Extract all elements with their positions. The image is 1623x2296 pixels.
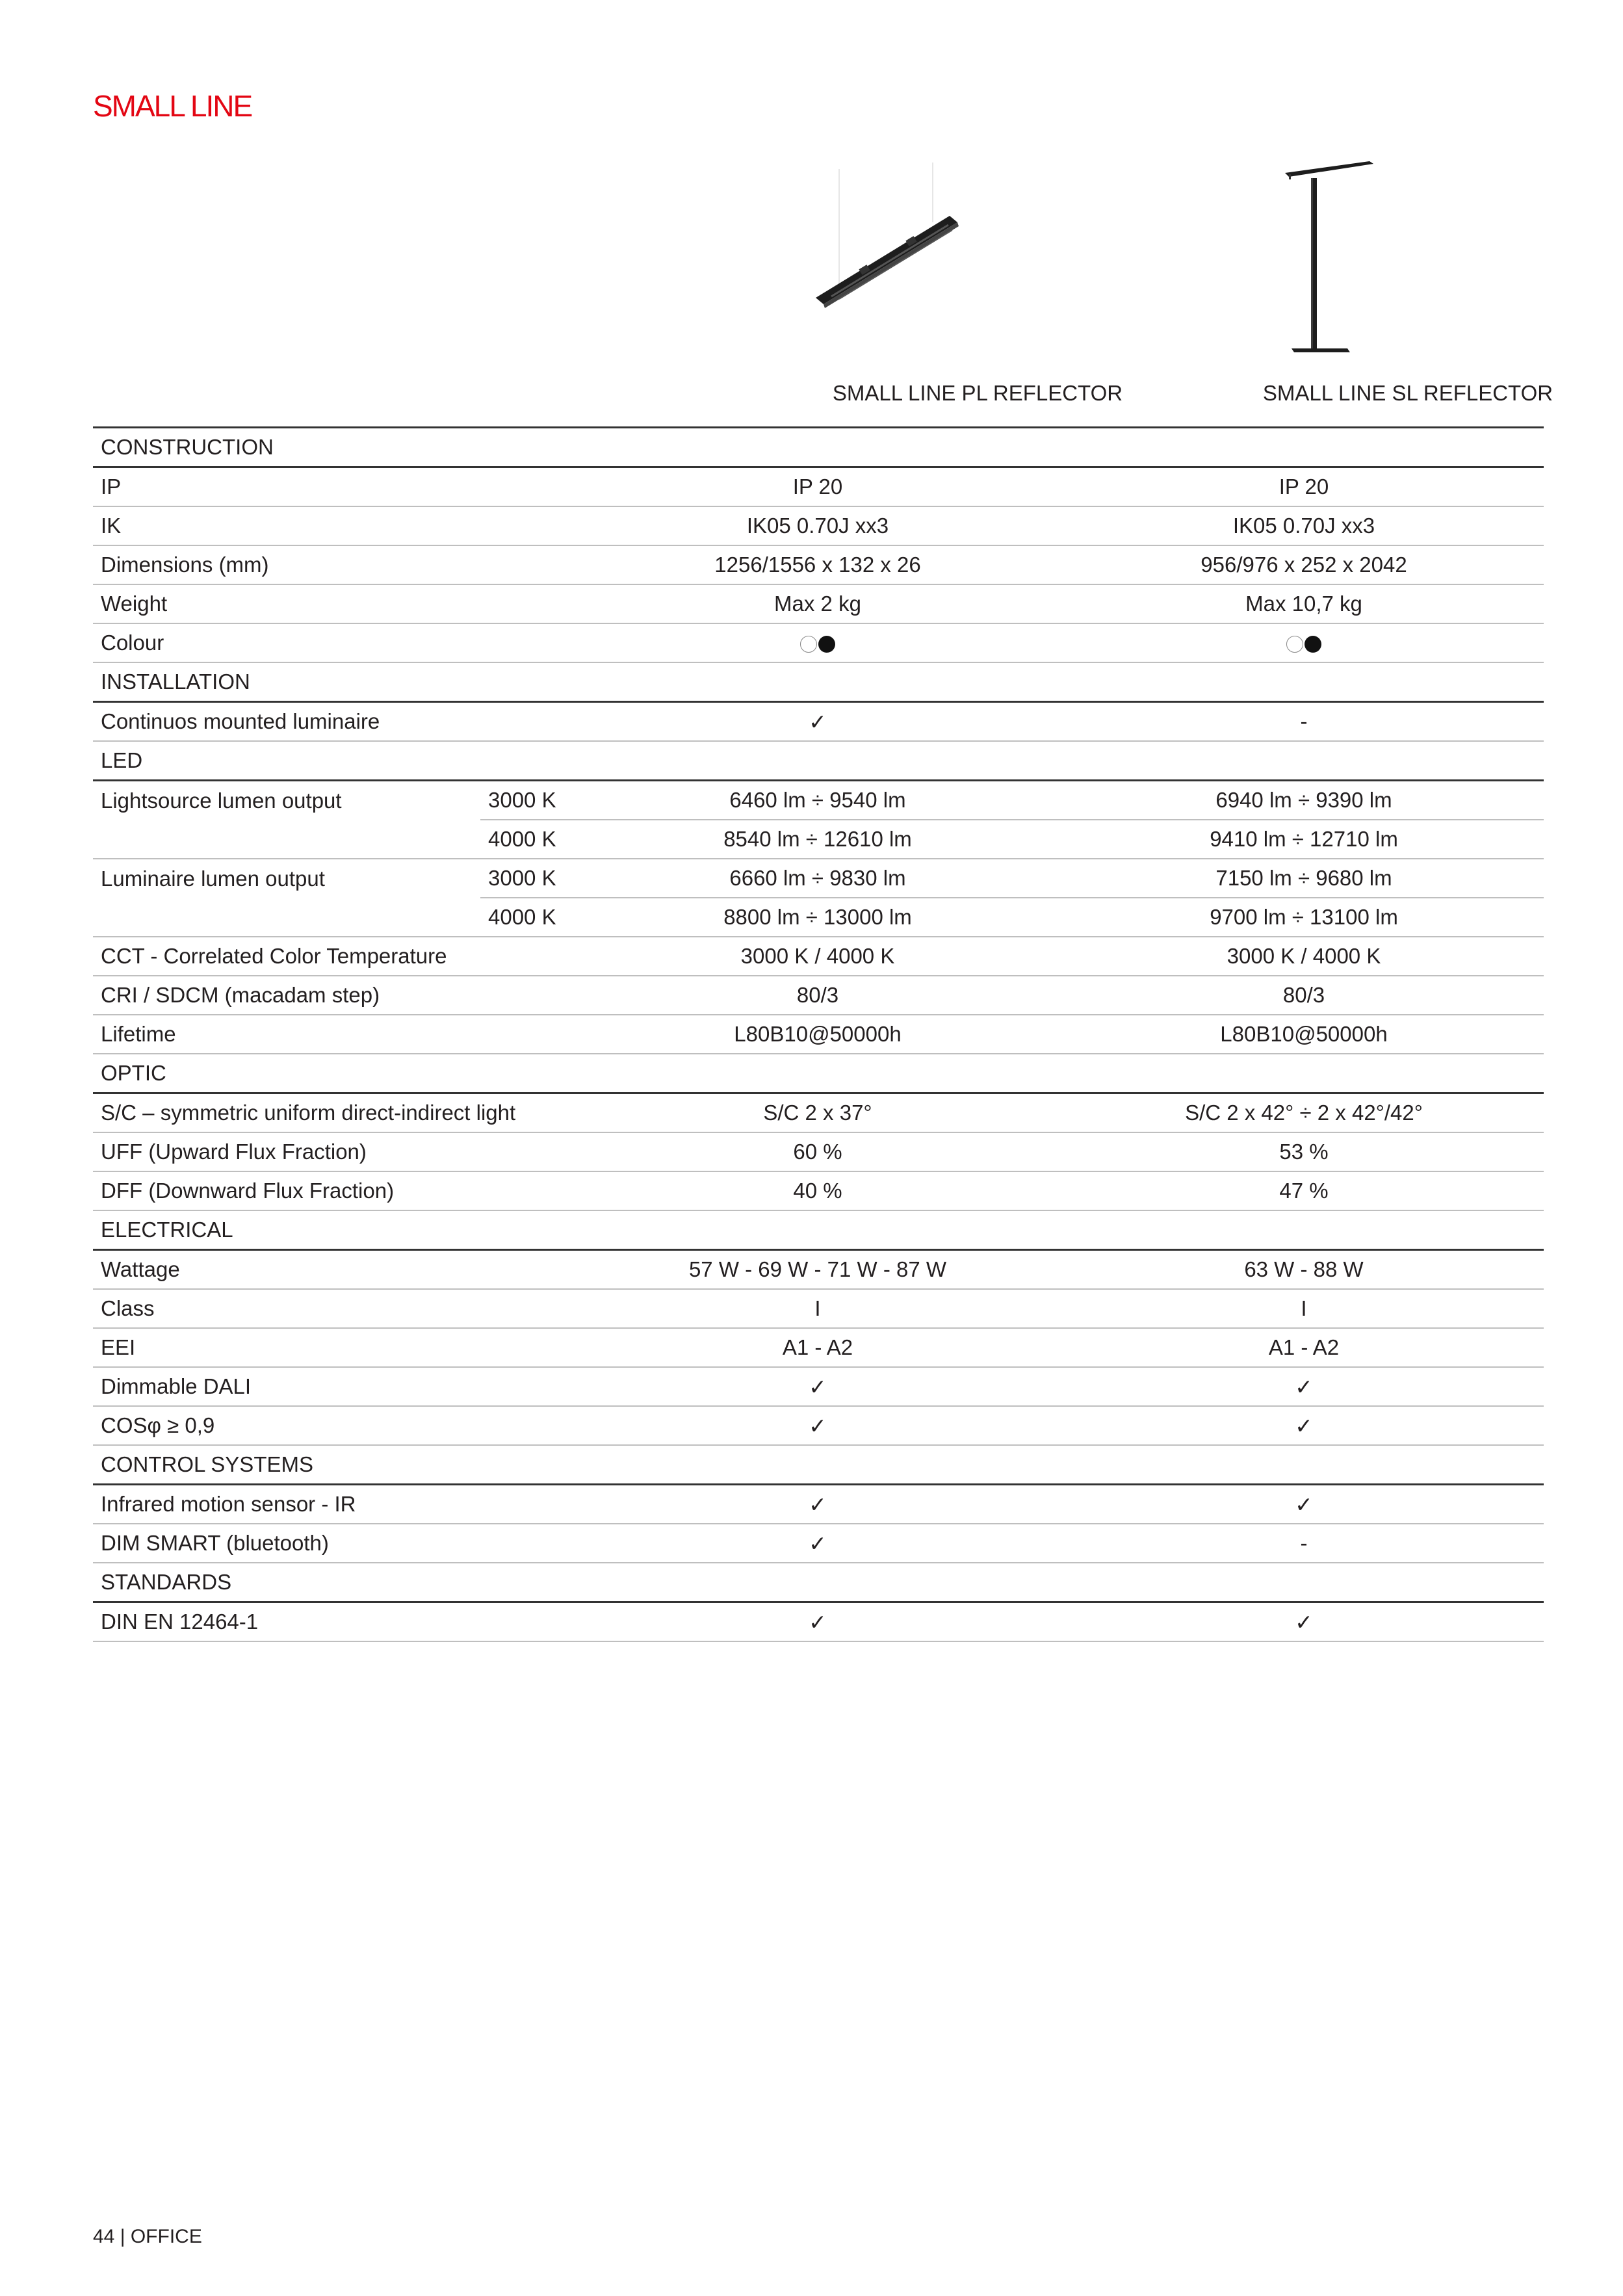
- product-name-sl: SMALL LINE SL REFLECTOR: [1262, 381, 1553, 405]
- checkmark-icon: ✓: [1064, 1367, 1544, 1406]
- row-label: S/C – symmetric uniform direct-indirect light: [93, 1093, 571, 1133]
- white-colour-swatch-icon: [800, 636, 817, 653]
- table-row: [93, 1132, 1544, 1171]
- table-row: [93, 1524, 1544, 1563]
- product-sl: [1193, 150, 1623, 416]
- black-colour-swatch-icon: [818, 636, 835, 653]
- table-row: [93, 1406, 1544, 1445]
- table-row: [93, 976, 1544, 1015]
- value-sl: 9410 lm ÷ 12710 lm: [1064, 820, 1544, 859]
- pendant-luminaire-icon: [762, 150, 1193, 371]
- value-sl: -: [1064, 702, 1544, 742]
- row-label: [93, 898, 480, 937]
- value-sl: IP 20: [1064, 467, 1544, 507]
- checkmark-icon: ✓: [571, 1367, 1064, 1406]
- product-name-pl: SMALL LINE PL REFLECTOR: [832, 381, 1123, 405]
- table-row: [93, 506, 1544, 545]
- value-sl: 7150 lm ÷ 9680 lm: [1064, 859, 1544, 898]
- white-colour-swatch-icon: [1286, 636, 1303, 653]
- value-sl: -: [1064, 1524, 1544, 1563]
- row-label: Weight: [93, 584, 480, 623]
- value-sl: L80B10@50000h: [1064, 1015, 1544, 1054]
- spec-table: [93, 426, 1544, 1642]
- row-label: [93, 820, 480, 859]
- section-header-optic: [93, 1054, 1544, 1093]
- colour-options-pl: [571, 623, 1064, 662]
- checkmark-icon: ✓: [571, 1485, 1064, 1524]
- table-row: [93, 781, 1544, 820]
- table-row: [93, 623, 1544, 662]
- table-row: [93, 898, 1544, 937]
- value-pl: 8540 lm ÷ 12610 lm: [571, 820, 1064, 859]
- row-label: IK: [93, 506, 480, 545]
- value-pl: 80/3: [571, 976, 1064, 1015]
- value-pl: S/C 2 x 37°: [571, 1093, 1064, 1133]
- checkmark-icon: ✓: [1064, 1485, 1544, 1524]
- checkmark-icon: ✓: [571, 702, 1064, 742]
- row-label: Luminaire lumen output: [101, 866, 325, 891]
- checkmark-icon: ✓: [1064, 1602, 1544, 1642]
- value-pl: 8800 lm ÷ 13000 lm: [571, 898, 1064, 937]
- table-row: [93, 467, 1544, 507]
- row-label: COSφ ≥ 0,9: [93, 1406, 571, 1445]
- table-row: [93, 1093, 1544, 1133]
- value-pl: A1 - A2: [571, 1328, 1064, 1367]
- value-pl: 6460 lm ÷ 9540 lm: [571, 781, 1064, 820]
- table-row: [93, 1250, 1544, 1290]
- checkmark-icon: ✓: [571, 1602, 1064, 1642]
- value-pl: 6660 lm ÷ 9830 lm: [571, 859, 1064, 898]
- value-sl: 9700 lm ÷ 13100 lm: [1064, 898, 1544, 937]
- black-colour-swatch-icon: [1305, 636, 1321, 653]
- row-label: DFF (Downward Flux Fraction): [93, 1171, 571, 1210]
- value-pl: 1256/1556 x 132 x 26: [571, 545, 1064, 584]
- page-title: SMALL LINE: [93, 89, 252, 123]
- table-row: [93, 937, 1544, 976]
- colour-temperature: 3000 K: [480, 859, 571, 898]
- row-label: DIM SMART (bluetooth): [93, 1524, 571, 1563]
- colour-temperature: 4000 K: [480, 820, 571, 859]
- value-pl: 40 %: [571, 1171, 1064, 1210]
- section-title: INSTALLATION: [93, 662, 1544, 702]
- row-label: Infrared motion sensor - IR: [93, 1485, 571, 1524]
- checkmark-icon: ✓: [571, 1524, 1064, 1563]
- table-row: [93, 1602, 1544, 1642]
- value-pl: 60 %: [571, 1132, 1064, 1171]
- section-header-installation: [93, 662, 1544, 702]
- value-pl: I: [571, 1289, 1064, 1328]
- row-label: Wattage: [93, 1250, 571, 1290]
- checkmark-icon: ✓: [1064, 1406, 1544, 1445]
- table-row: [93, 1015, 1544, 1054]
- value-sl: 53 %: [1064, 1132, 1544, 1171]
- table-row: [93, 1289, 1544, 1328]
- value-sl: IK05 0.70J xx3: [1064, 506, 1544, 545]
- row-label: UFF (Upward Flux Fraction): [93, 1132, 571, 1171]
- row-label: Lightsource lumen output: [101, 788, 342, 813]
- table-row: [93, 584, 1544, 623]
- value-pl: IK05 0.70J xx3: [571, 506, 1064, 545]
- section-title: LED: [93, 741, 1544, 781]
- row-label: DIN EN 12464-1: [93, 1602, 571, 1642]
- section-header-control-systems: [93, 1445, 1544, 1485]
- value-pl: IP 20: [571, 467, 1064, 507]
- section-header-standards: [93, 1563, 1544, 1602]
- value-sl: A1 - A2: [1064, 1328, 1544, 1367]
- value-pl: Max 2 kg: [571, 584, 1064, 623]
- section-header-electrical: [93, 1210, 1544, 1250]
- table-row: [93, 820, 1544, 859]
- table-row: [93, 1328, 1544, 1367]
- row-label: Colour: [93, 623, 480, 662]
- value-sl: I: [1064, 1289, 1544, 1328]
- section-title: OPTIC: [93, 1054, 1544, 1093]
- row-label: Class: [93, 1289, 571, 1328]
- value-pl: L80B10@50000h: [571, 1015, 1064, 1054]
- value-sl: 956/976 x 252 x 2042: [1064, 545, 1544, 584]
- floor-lamp-icon: [1193, 150, 1623, 371]
- table-row: [93, 702, 1544, 742]
- table-row: [93, 545, 1544, 584]
- row-label: CCT - Correlated Color Temperature: [93, 937, 571, 976]
- row-label: Continuos mounted luminaire: [93, 702, 480, 742]
- product-pl: [762, 150, 1193, 416]
- page-footer: 44 | OFFICE: [93, 2226, 202, 2247]
- table-row: [93, 1171, 1544, 1210]
- row-label: EEI: [93, 1328, 571, 1367]
- value-sl: 80/3: [1064, 976, 1544, 1015]
- section-header-construction: [93, 428, 1544, 467]
- section-header-led: [93, 741, 1544, 781]
- value-sl: 6940 lm ÷ 9390 lm: [1064, 781, 1544, 820]
- value-sl: S/C 2 x 42° ÷ 2 x 42°/42°: [1064, 1093, 1544, 1133]
- row-label: Dimensions (mm): [93, 545, 480, 584]
- value-pl: 57 W - 69 W - 71 W - 87 W: [571, 1250, 1064, 1290]
- colour-temperature: 3000 K: [480, 781, 571, 820]
- section-title: STANDARDS: [93, 1563, 1544, 1602]
- value-sl: Max 10,7 kg: [1064, 584, 1544, 623]
- checkmark-icon: ✓: [571, 1406, 1064, 1445]
- section-title: ELECTRICAL: [93, 1210, 1544, 1250]
- row-label: Dimmable DALI: [93, 1367, 571, 1406]
- table-row: [93, 1367, 1544, 1406]
- row-label: IP: [93, 467, 480, 507]
- row-label: Lifetime: [93, 1015, 571, 1054]
- row-label: CRI / SDCM (macadam step): [93, 976, 571, 1015]
- value-sl: 47 %: [1064, 1171, 1544, 1210]
- value-sl: 63 W - 88 W: [1064, 1250, 1544, 1290]
- table-row: [93, 859, 1544, 898]
- section-title: CONSTRUCTION: [93, 428, 1544, 467]
- value-sl: 3000 K / 4000 K: [1064, 937, 1544, 976]
- value-pl: 3000 K / 4000 K: [571, 937, 1064, 976]
- section-title: CONTROL SYSTEMS: [93, 1445, 1544, 1485]
- product-header: [93, 150, 1553, 416]
- colour-temperature: 4000 K: [480, 898, 571, 937]
- table-row: [93, 1485, 1544, 1524]
- colour-options-sl: [1064, 623, 1544, 662]
